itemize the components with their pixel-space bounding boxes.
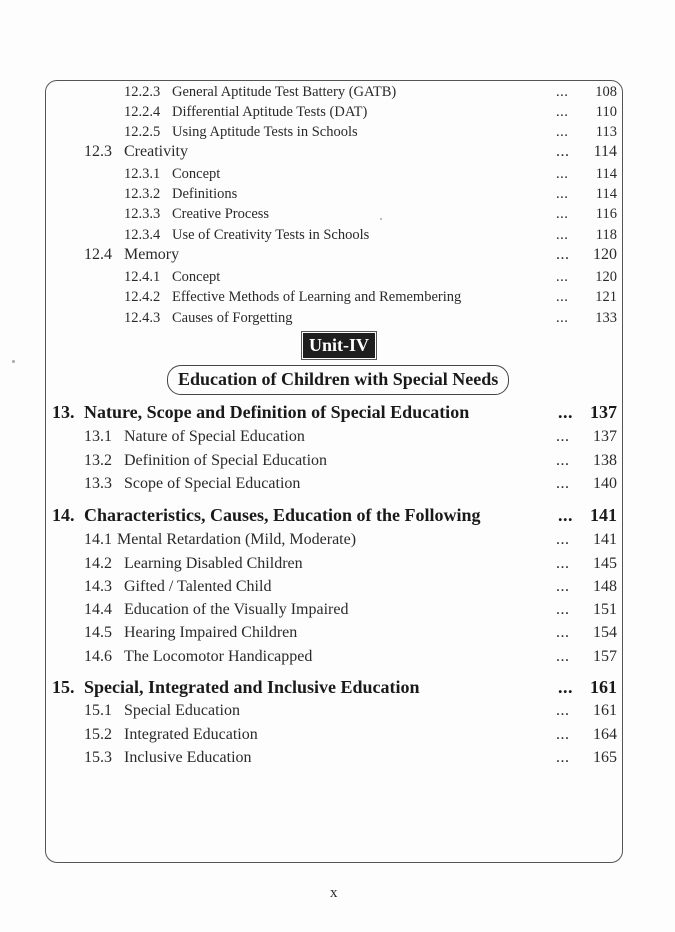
toc-entry-page: 121 [595, 289, 617, 305]
toc-entry-number: 14.3 [84, 578, 112, 595]
toc-entry-number: 12.4.3 [124, 310, 161, 326]
toc-entry-number: 13. [52, 402, 75, 422]
toc-entry [0, 531, 675, 553]
toc-entry-title: Definitions [172, 186, 238, 202]
toc-entry-page: 138 [593, 452, 617, 469]
toc-entry-page: 116 [595, 206, 617, 222]
toc-entry-title: Mental Retardation (Mild, Moderate) [117, 531, 357, 548]
toc-entry-number: 14.4 [84, 601, 112, 618]
toc-entry-number: 12.3 [84, 143, 112, 160]
toc-entry-leader: ... [556, 246, 570, 263]
toc-entry [0, 601, 675, 623]
toc-entry [0, 289, 675, 311]
toc-entry-title: Education of the Visually Impaired [124, 601, 349, 618]
toc-entry-page: 120 [595, 269, 617, 285]
toc-entry-number: 12.2.5 [124, 124, 161, 140]
toc-entry-title: Hearing Impaired Children [124, 624, 298, 641]
toc-entry-number: 12.2.4 [124, 104, 161, 120]
toc-entry-title: Creative Process [172, 206, 270, 222]
toc-entry [0, 505, 675, 527]
toc-entry-page: 114 [595, 166, 617, 182]
toc-entry [0, 310, 675, 332]
toc-entry-title: Memory [124, 246, 180, 263]
toc-entry-title: The Locomotor Handicapped [124, 648, 313, 665]
toc-entry-page: 141 [590, 505, 617, 525]
toc-entry [0, 555, 675, 577]
toc-entry-page: 154 [593, 624, 617, 641]
toc-entry [0, 402, 675, 424]
toc-entry [0, 104, 675, 126]
toc-entry-page: 161 [590, 677, 617, 697]
toc-entry-number: 12.4.1 [124, 269, 161, 285]
toc-entry [0, 677, 675, 699]
toc-entry-leader: ... [556, 452, 570, 469]
toc-entry-page: 137 [590, 402, 617, 422]
toc-entry-title: Concept [172, 269, 221, 285]
toc-entry-title: Special, Integrated and Inclusive Education [84, 677, 420, 697]
toc-entry-page: 137 [593, 428, 617, 445]
scan-speck [12, 360, 15, 363]
toc-entry-page: 164 [593, 726, 617, 743]
toc-entry-number: 15.3 [84, 749, 112, 766]
toc-entry-leader: ... [556, 726, 570, 743]
toc-entry-page: 165 [593, 749, 617, 766]
toc-entry-title: Nature of Special Education [124, 428, 305, 445]
toc-entry [0, 648, 675, 670]
toc-entry-number: 13.3 [84, 475, 112, 492]
toc-entry-number: 12.4 [84, 246, 112, 263]
toc-entry-title: Nature, Scope and Definition of Special Education [84, 402, 470, 422]
toc-entry-title: Special Education [124, 702, 240, 719]
toc-entry-title: Concept [172, 166, 221, 182]
toc-entry-number: 15. [52, 677, 75, 697]
toc-entry-leader: ... [556, 206, 569, 222]
toc-entry-page: 157 [593, 648, 617, 665]
toc-entry-number: 14.5 [84, 624, 112, 641]
toc-entry [0, 84, 675, 106]
toc-entry-number: 15.2 [84, 726, 112, 743]
toc-entry [0, 428, 675, 450]
toc-entry-leader: ... [556, 475, 570, 492]
toc-entry-leader: ... [556, 124, 569, 140]
toc-entry-leader: ... [556, 555, 570, 572]
toc-entry [0, 269, 675, 291]
toc-entry-number: 14.1 [84, 531, 112, 548]
toc-entry-title: Causes of Forgetting [172, 310, 293, 326]
toc-entry-title: Differential Aptitude Tests (DAT) [172, 104, 368, 120]
toc-entry-title: Characteristics, Causes, Education of the Following [84, 505, 481, 525]
toc-entry-leader: ... [558, 505, 573, 525]
toc-entry-title: Learning Disabled Children [124, 555, 303, 572]
toc-entry-page: 148 [593, 578, 617, 595]
toc-entry-leader: ... [556, 702, 570, 719]
toc-entry-number: 12.3.1 [124, 166, 161, 182]
toc-entry-number: 12.3.4 [124, 227, 161, 243]
toc-entry-number: 15.1 [84, 702, 112, 719]
toc-entry [0, 578, 675, 600]
toc-entry-number: 14.6 [84, 648, 112, 665]
toc-entry-number: 12.3.2 [124, 186, 161, 202]
toc-entry [0, 452, 675, 474]
toc-entry-page: 118 [595, 227, 617, 243]
toc-entry-number: 14.2 [84, 555, 112, 572]
toc-entry-leader: ... [556, 186, 569, 202]
toc-entry-leader: ... [558, 677, 573, 697]
toc-entry-leader: ... [556, 648, 570, 665]
toc-entry-title: Use of Creativity Tests in Schools [172, 227, 370, 243]
toc-entry-page: 114 [595, 186, 617, 202]
toc-entry [0, 726, 675, 748]
toc-entry-page: 113 [595, 124, 617, 140]
toc-entry-title: General Aptitude Test Battery (GATB) [172, 84, 397, 100]
toc-entry-leader: ... [556, 269, 569, 285]
toc-entry-title: Effective Methods of Learning and Remembering [172, 289, 462, 305]
toc-entry-title: Scope of Special Education [124, 475, 301, 492]
toc-entry-page: 133 [595, 310, 617, 326]
toc-entry-leader: ... [556, 143, 570, 160]
toc-entry-number: 12.3.3 [124, 206, 161, 222]
toc-entry-page: 108 [595, 84, 617, 100]
toc-entry-leader: ... [556, 531, 570, 548]
toc-entry-title: Inclusive Education [124, 749, 252, 766]
toc-entry [0, 624, 675, 646]
unit-badge: Unit-IV [303, 333, 375, 358]
toc-entry-title: Integrated Education [124, 726, 258, 743]
toc-entry-leader: ... [556, 310, 569, 326]
toc-entry-leader: ... [556, 289, 569, 305]
toc-entry [0, 702, 675, 724]
toc-entry-title: Gifted / Talented Child [124, 578, 272, 595]
scan-speck [380, 218, 382, 220]
toc-entry-leader: ... [556, 104, 569, 120]
toc-entry-number: 12.2.3 [124, 84, 161, 100]
toc-entry-page: 120 [593, 246, 617, 263]
toc-entry-number: 13.1 [84, 428, 112, 445]
toc-entry-leader: ... [556, 227, 569, 243]
toc-entry-number: 12.4.2 [124, 289, 161, 305]
toc-entry-number: 14. [52, 505, 75, 525]
toc-entry [0, 186, 675, 208]
toc-entry-title: Definition of Special Education [124, 452, 328, 469]
toc-entry-leader: ... [556, 166, 569, 182]
toc-entry-page: 114 [593, 143, 617, 160]
toc-entry-leader: ... [556, 428, 570, 445]
toc-entry [0, 246, 675, 268]
toc-entry-page: 110 [595, 104, 617, 120]
toc-entry-title: Using Aptitude Tests in Schools [172, 124, 358, 140]
toc-entry-leader: ... [556, 749, 570, 766]
toc-entry [0, 749, 675, 771]
toc-entry-number: 13.2 [84, 452, 112, 469]
toc-entry-title: Creativity [124, 143, 188, 160]
toc-entry-page: 151 [593, 601, 617, 618]
toc-entry-leader: ... [556, 624, 570, 641]
toc-entry [0, 475, 675, 497]
toc-entry-leader: ... [556, 578, 570, 595]
unit-title: Education of Children with Special Needs [167, 365, 509, 395]
toc-entry-page: 141 [593, 531, 617, 548]
toc-entry-leader: ... [556, 84, 569, 100]
toc-entry-leader: ... [558, 402, 573, 422]
page-folio: x [330, 885, 338, 901]
toc-entry-page: 145 [593, 555, 617, 572]
toc-entry-leader: ... [556, 601, 570, 618]
toc-entry [0, 166, 675, 188]
toc-entry-page: 140 [593, 475, 617, 492]
toc-entry [0, 206, 675, 228]
toc-entry-page: 161 [593, 702, 617, 719]
toc-entry [0, 143, 675, 165]
